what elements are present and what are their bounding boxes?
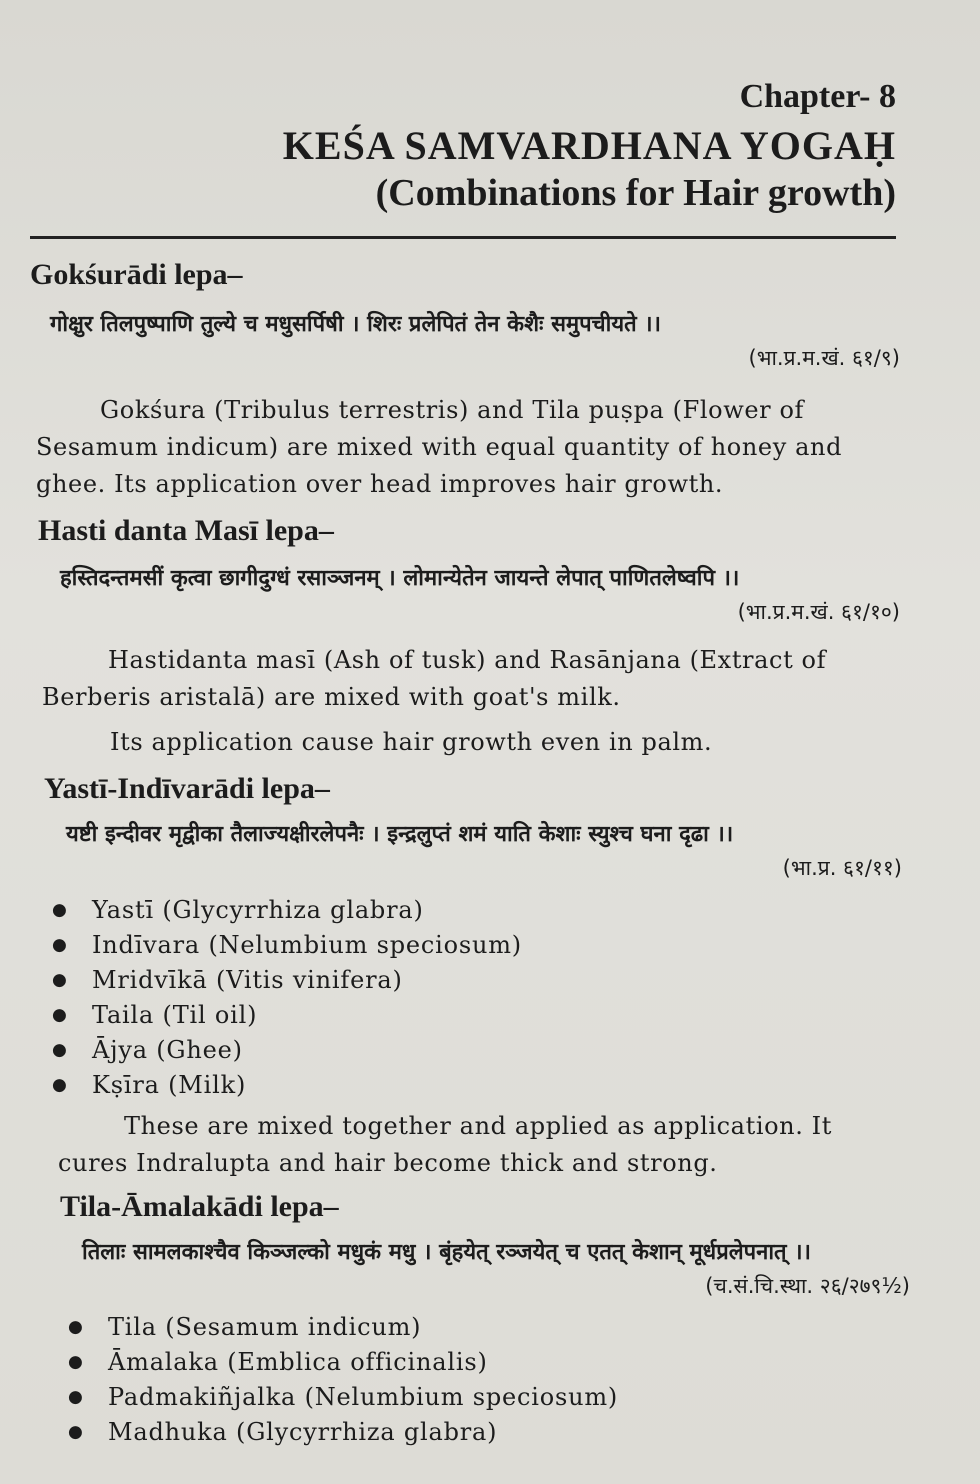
section-heading: Gokśurādi lepa– (30, 258, 243, 291)
sanskrit-verse: गोक्षुर तिलपुष्पाणि तुल्ये च मधुसर्पिषी । शिरः प्रलेपितं तेन केशैः समुपचीयते ।। (50, 312, 661, 337)
section-paragraph: Gokśura (Tribulus terrestris) and Tila puṣpa (Flower of Sesamum indicum) are mixed with equal quantity of honey and ghee. Its application over head improves hair growth. (36, 396, 843, 498)
verse-reference: (भा.प्र.म.खं. ६१/१०) (737, 600, 900, 624)
section-paragraph: Its application cause hair growth even in palm. (110, 728, 713, 756)
chapter-number: Chapter- 8 (739, 78, 896, 115)
ingredient-list (52, 893, 522, 1103)
section-heading: Tila-Āmalakādi lepa– (60, 1190, 339, 1223)
sanskrit-verse: तिलाः सामलकाश्चैव किञ्जल्को मधुकं मधु । बृंहयेत् रञ्जयेत् च एतत् केशान् मूर्धप्रलेपनात् ।। (82, 1240, 811, 1265)
list-item: ● Mridvīkā (Vitis vinifera) (52, 963, 522, 998)
verse-reference: (भा.प्र.म.खं. ६१/९) (748, 346, 900, 370)
list-item: ● Ājya (Ghee) (52, 1033, 522, 1068)
list-item: ● Padmakiñjalka (Nelumbium speciosum) (68, 1380, 618, 1415)
sanskrit-verse: यष्टी इन्दीवर मृद्वीका तैलाज्यक्षीरलेपनैः । इन्द्रलुप्तं शमं याति केशाः स्युश्च घना दृढा ।। (66, 822, 734, 847)
section-heading: Hasti danta Masī lepa– (38, 514, 334, 547)
chapter-header (283, 78, 896, 215)
header-divider (30, 236, 896, 239)
verse-reference: (भा.प्र. ६१/११) (782, 856, 902, 880)
section-heading: Yastī-Indīvarādi lepa– (44, 772, 330, 805)
section-paragraph: These are mixed together and applied as application. It cures Indralupta and hair become thick and strong. (58, 1112, 832, 1177)
list-item: ● Taila (Til oil) (52, 998, 522, 1033)
list-item: ● Yastī (Glycyrrhiza glabra) (52, 893, 522, 928)
chapter-subtitle: (Combinations for Hair growth) (375, 172, 896, 214)
list-item: ● Madhuka (Glycyrrhiza glabra) (68, 1415, 618, 1450)
list-item: ● Āmalaka (Emblica officinalis) (68, 1345, 618, 1380)
list-item: ● Tila (Sesamum indicum) (68, 1310, 618, 1345)
list-item: ● Kṣīra (Milk) (52, 1068, 522, 1103)
sanskrit-verse: हस्तिदन्तमसीं कृत्वा छागीदुग्धं रसाञ्जनम् । लोमान्येतेन जायन्ते लेपात् पाणितलेष्वपि ।। (60, 566, 740, 591)
ingredient-list (68, 1310, 618, 1450)
verse-reference: (च.सं.चि.स्था. २६/२७९½) (705, 1274, 910, 1298)
section-paragraph: Hastidanta masī (Ash of tusk) and Rasānjana (Extract of Berberis aristalā) are mixed with goat's milk. (42, 646, 827, 711)
chapter-title: KEŚA SAMVARDHANA YOGAḤ (282, 123, 896, 168)
list-item: ● Indīvara (Nelumbium speciosum) (52, 928, 522, 963)
